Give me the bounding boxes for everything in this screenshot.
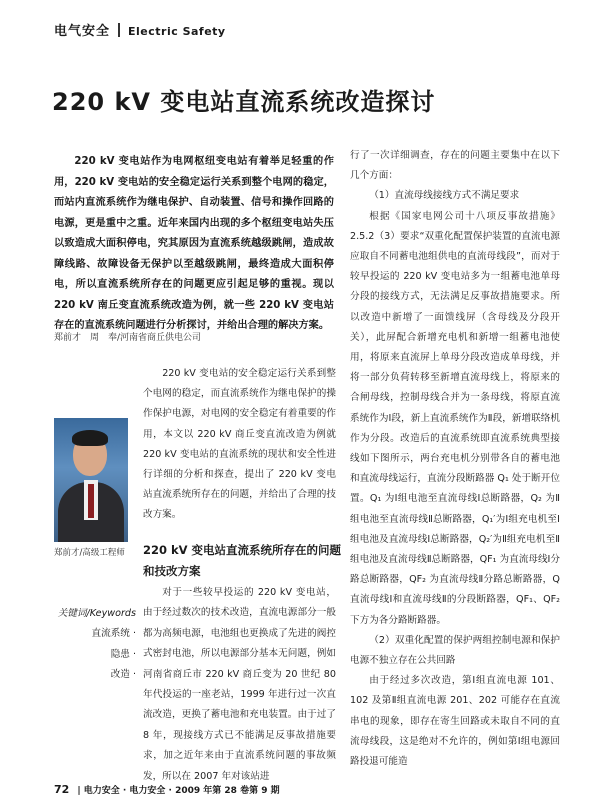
right-column (350, 146, 560, 772)
section-header (54, 20, 226, 39)
photo-caption: 郑前才/高级工程师 (54, 548, 125, 558)
article-title: 220 kV 变电站直流系统改造探讨 (52, 88, 436, 116)
intro-paragraph: 220 kV 变电站的安全稳定运行关系到整个电网的稳定，而直流系统作为继电保护的操作保护电源，对电网的安全稳定有着重要的作用，本文以 220 kV 商丘变直流改造为例就 220 kV 变电站的直流系统的现状和安全性进行详细的分析和探查，提出了 220 kV 变电站直流系统所存在的问题，并给出了合理的技改方案。 (143, 368, 336, 521)
section-label-en: Electric Safety (128, 25, 226, 38)
header-divider (118, 23, 120, 37)
abstract: 220 kV 变电站作为电网枢纽变电站有着举足轻重的作用，220 kV 变电站的安全稳定运行关系到整个电网的稳定，而站内直流系统作为继电保护、自动装置、信号和操作回路的电源，更是重中之重。近年来国内出现的多个枢纽变电站失压以致造成大面积停电，究其原因为直流系统越级跳闸，造成故障线路、故障设备无保护以至越级跳闸，最终造成大面积停电，所以直流系统所存在的问题更应引起足够的重视。现以 220 kV 南丘变直流系统改造为例，就一些 220 kV 变电站存在的直流系统问题进行分析探讨，并给出合理的解决方案。 (54, 156, 334, 331)
keywords-title: 关键词/Keywords (57, 608, 136, 619)
author-photo (54, 418, 128, 542)
body-paragraph: 由于经过多次改造，第Ⅰ组直流电源 101、102 及第Ⅱ组直流电源 201、202 可能存在直流串电的现象，即存在寄生回路或未取自不同的直流母线段，这是绝对不允许的，例如第Ⅰ组电源回路投退可能造 (350, 675, 560, 768)
body-paragraph: 行了一次详细调查，存在的问题主要集中在以下几个方面： (350, 150, 560, 182)
journal-info: | 电力安全 · 电力安全 · 2009 年第 28 卷第 9 期 (77, 786, 280, 796)
keyword-item: 隐患 · (110, 648, 136, 660)
body-paragraph: 根据《国家电网公司十八项反事故措施》2.5.2（3）要求“双重化配置保护装置的直流电源应取自不同蓄电池组供电的直流母线段”，而对于较早投运的 220 kV 变电站多为一组蓄电池单母分段的接线方式，无法满足反事故措施要求。所以改造中新增了一面馈线屏（含母线及分段开关），此屏配合新增充电机和新增一组蓄电池使用，将原来直流屏上单母分段改造成单母线，并将一部分负荷转移至新增直流母线上，将原来的合闸母线，控制母线合并为一条母线，将原直流系统作为Ⅰ段，新上直流系统作为Ⅱ段，新增联络机作为分段。改造后的直流系统即直流系统典型接线如下图所示，两台充电机分别带各自的蓄电池和直流母线运行，直流分段断路器 Q₁ 处于断开位置。Q₁ 为Ⅰ组电池至直流母线Ⅰ总断路器，Q₂ 为Ⅱ组电池至直流母线Ⅱ总断路器，Q₁′为Ⅰ组充电机至Ⅰ组电池及直流母线Ⅰ总断路器，Q₂′为Ⅱ组充电机至Ⅱ组电池及直流母线Ⅱ总断路器，QF₁ 为直流母线Ⅰ分路总断路器，QF₂ 为直流母线Ⅱ分路总断路器，Q 直流母线Ⅰ和直流母线Ⅱ的分段断路器，QF₁、QF₂ 下方为各分路断路器。 (350, 210, 560, 626)
author-line: 郑前才 周 奉/河南省商丘供电公司 (54, 333, 202, 343)
page-footer (54, 783, 280, 796)
keyword-item: 直流系统 · (91, 628, 136, 640)
page-number: 72 (54, 783, 70, 796)
body-paragraph-mid: 对于一些较早投运的 220 kV 变电站，由于经过数次的技术改造，直流电源部分一般都为高频电源，电池组也更换成了先进的阀控式密封电池，所以电源部分基本无问题，例如河南省商丘市 220 kV 商丘变为 20 世纪 80 年代投运的一座老站，1999 年进行过一次直流改造，更换了蓄电池和充电装置。由于过了 8 年，现接线方式已不能满足反事故措施要求，加之近年来由于直流系统问题的事故频发，所以在 2007 年对该站进 (143, 587, 336, 782)
subheading: （2）双重化配置的保护两组控制电源和保护电源不独立存在公共回路 (350, 634, 560, 667)
keyword-item: 改造 · (110, 669, 136, 681)
subheading: （1）直流母线接线方式不满足要求 (369, 190, 520, 202)
section-heading: 220 kV 变电站直流系统所存在的问题和技改方案 (143, 543, 342, 578)
section-label-cn: 电气安全 (54, 24, 111, 39)
keywords-block (54, 604, 136, 686)
